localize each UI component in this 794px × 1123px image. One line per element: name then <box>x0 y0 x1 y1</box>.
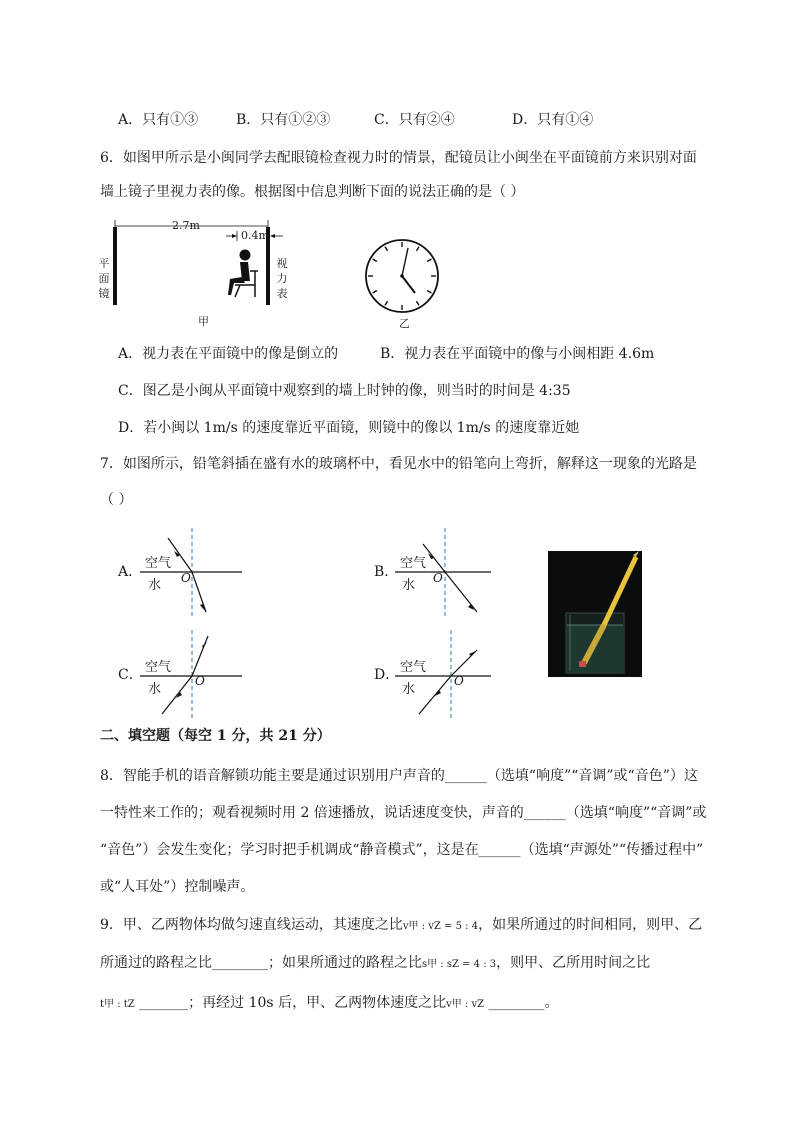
clock-icon <box>362 236 442 316</box>
q8-line4: 或“人耳处”）控制噪声。 <box>100 879 255 895</box>
q6-option-d: D．若小闽以 1m/s 的速度靠近平面镜，则镜中的像以 1m/s 的速度靠近她 <box>118 420 580 436</box>
q9-distance-ratio: s甲 : sZ = 4 : 3 <box>422 959 497 970</box>
q9-line3 <box>100 991 559 1017</box>
q8-line1: 8．智能手机的语音解锁功能主要是通过识别用户声音的______（选填“响度”“音调”或“音色”）这 <box>100 768 698 784</box>
dist-total-label: 2.7m <box>172 219 200 232</box>
q7-option-a-label: A． <box>118 564 143 580</box>
q7-option-c-label: C． <box>118 667 143 683</box>
q7-stem-line2: （ ） <box>100 492 133 508</box>
q5-option-d: D．只有①④ <box>512 112 594 128</box>
q7-stem-line1: 7．如图所示，铅笔斜插在盛有水的玻璃杯中，看见水中的铅笔向上弯折，解释这一现象的光路是 <box>100 456 697 472</box>
c-water-label: 水 <box>148 682 162 697</box>
q6-stem-line1: 6．如图甲所示是小闽同学去配眼镜检查视力时的情景，配镜员让小闽坐在平面镜前方来识别对面 <box>100 150 697 166</box>
pencil-in-water-photo <box>548 551 642 677</box>
q9-line1 <box>100 913 702 939</box>
q7-diagram-d <box>395 630 505 720</box>
d-water-label: 水 <box>402 682 416 697</box>
chart-label: 视力表 <box>276 257 288 300</box>
d-air-label: 空气 <box>400 660 427 675</box>
a-o-label: O <box>181 571 191 585</box>
q6-stem-line2: 墙上镜子里视力表的像。根据图中信息判断下面的说法正确的是（ ） <box>100 184 525 200</box>
section-heading: 二、填空题（每空 1 分，共 21 分） <box>100 728 331 744</box>
q7-diagram-b <box>395 528 505 618</box>
q7-option-b-label: B． <box>374 564 399 580</box>
figure-jia-caption: 甲 <box>198 315 209 328</box>
q7-diagram-a <box>140 528 250 618</box>
plane-mirror <box>113 227 117 305</box>
b-o-label: O <box>433 571 443 585</box>
q7-option-d-label: D． <box>374 667 400 683</box>
q6-option-c: C．图乙是小闽从平面镜中观察到的墙上时钟的像，则当时的时间是 4:35 <box>118 383 571 399</box>
q9-velocity-ratio-2: v甲 : vZ <box>446 999 485 1010</box>
q5-option-b: B．只有①②③ <box>236 112 331 128</box>
c-o-label: O <box>195 674 205 688</box>
q6-option-a: A．视力表在平面镜中的像是倒立的 <box>118 346 339 362</box>
figure-yi-caption: 乙 <box>399 317 410 330</box>
b-water-label: 水 <box>402 578 416 593</box>
q9-line2-start: 所通过的路程之比________；如果所通过的路程之比 <box>100 955 422 971</box>
q9-line3-mid: _______；再经过 10s 后，甲、乙两物体速度之比 <box>134 995 447 1011</box>
q9-line1-start: 9．甲、乙两物体均做匀速直线运动，其速度之比 <box>100 917 403 933</box>
q9-time-ratio: t甲 : tZ <box>100 999 135 1010</box>
person-seated-icon <box>228 250 258 298</box>
q8-line2: 一特性来工作的；观看视频时用 2 倍速播放，说话速度变快，声音的______（选填“响度”“音调”或 <box>100 805 707 821</box>
q5-option-a: A．只有①③ <box>118 112 199 128</box>
mirror-label: 平面镜 <box>98 257 110 300</box>
q6-option-b: B．视力表在平面镜中的像与小闽相距 4.6m <box>380 346 655 362</box>
q8-line3: “音色”）会发生变化；学习时把手机调成“静音模式”，这是在______（选填“声源处”“传播过程中” <box>100 842 704 858</box>
q9-line3-end: ________。 <box>484 995 559 1011</box>
dist-seat-label: 0.4m <box>241 229 269 242</box>
q9-line2 <box>100 951 650 977</box>
a-air-label: 空气 <box>145 556 172 571</box>
q9-line1-end: ，如果所通过的时间相同，则甲、乙 <box>478 917 703 933</box>
b-air-label: 空气 <box>400 556 427 571</box>
c-air-label: 空气 <box>145 660 172 675</box>
q9-line2-end: ，则甲、乙所用时间之比 <box>496 955 651 971</box>
q9-velocity-ratio: v甲 : vZ = 5 : 4 <box>402 921 479 932</box>
a-water-label: 水 <box>148 578 162 593</box>
q5-option-c: C．只有②④ <box>374 112 455 128</box>
d-o-label: O <box>454 674 464 688</box>
